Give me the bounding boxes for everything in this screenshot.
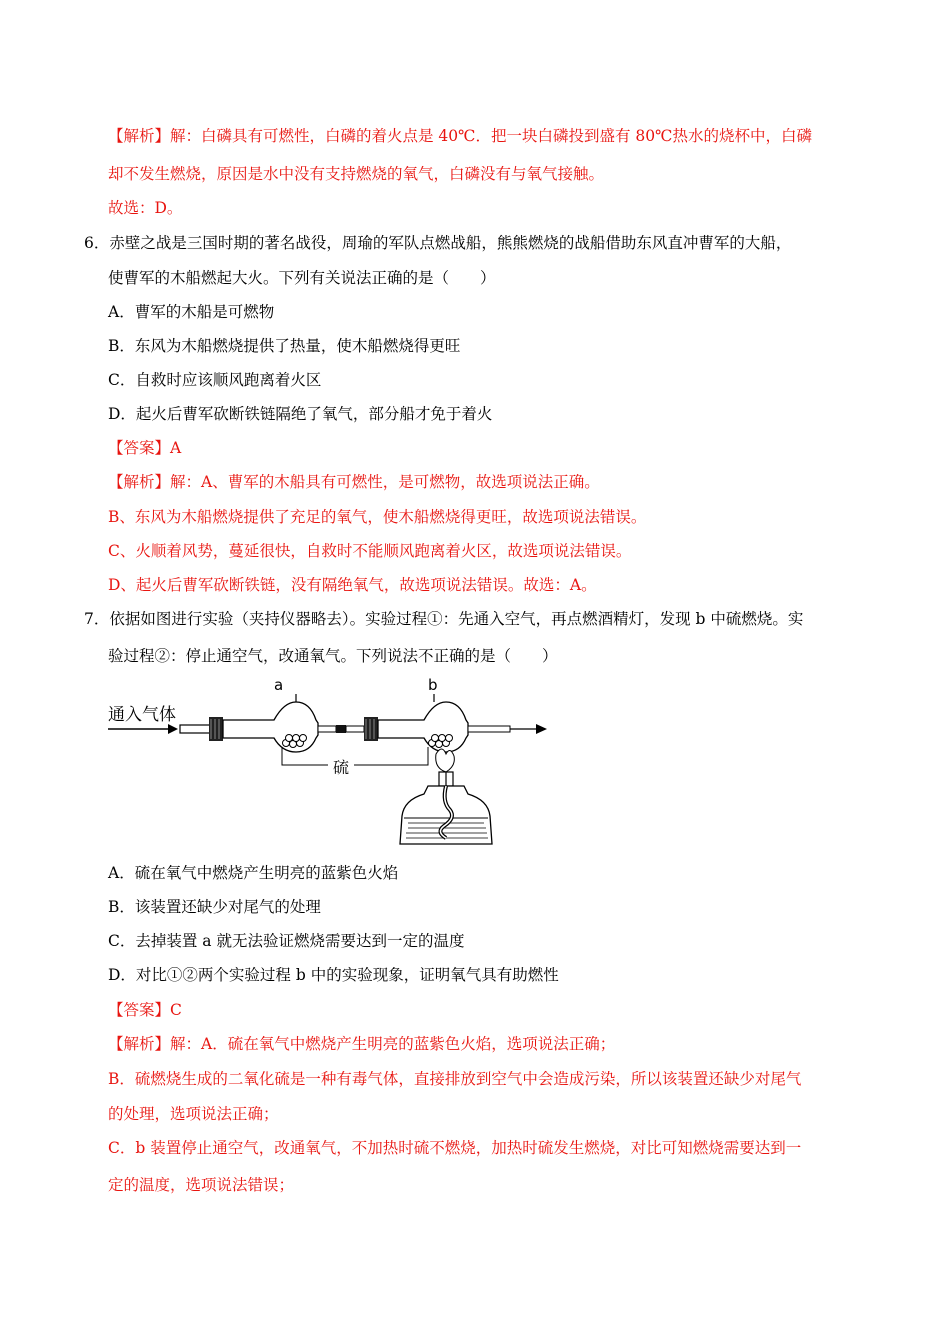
q7-option-a: A．硫在氧气中燃烧产生明亮的蓝紫色火焰 [108,864,399,882]
sulfur-label: 硫 [333,758,350,777]
q6-stem-line-1: 6．赤壁之战是三国时期的著名战役，周瑜的军队点燃战船，熊熊燃烧的战船借助东风直冲曹军的大船， [84,234,792,252]
experiment-apparatus-figure [106,676,556,851]
q6-option-b: B．东风为木船燃烧提供了热量，使木船燃烧得更旺 [108,337,461,355]
prev-analysis-line-1: 【解析】解：白磷具有可燃性，白磷的着火点是 40℃．把一块白磷投到盛有 80℃热水的烧杯中，白磷 [108,127,812,145]
q7-analysis-line-5: 定的温度，选项说法错误； [108,1176,295,1194]
q7-stem-line-2: 验过程②：停止通空气，改通氧气。下列说法不正确的是（ ） [108,647,558,665]
q6-analysis-line-4: D、起火后曹军砍断铁链，没有隔绝氧气，故选项说法错误。故选：A。 [108,576,597,594]
q7-stem-line-1: 7．依据如图进行实验（夹持仪器略去）。实验过程①：先通入空气，再点燃酒精灯，发现 b 中硫燃烧。实 [84,610,804,628]
q6-analysis-line-2: B、东风为木船燃烧提供了充足的氧气，使木船燃烧得更旺，故选项说法错误。 [108,508,647,526]
label-b: b [428,676,438,694]
q7-analysis-line-3: 的处理，选项说法正确； [108,1105,279,1123]
sulfur-leader-b [354,747,428,765]
outlet-arrowhead [536,724,547,734]
q7-answer: 【答案】C [108,1001,182,1019]
q6-option-c: C．自救时应该顺风跑离着火区 [108,371,322,389]
q7-option-d: D．对比①②两个实验过程 b 中的实验现象，证明氧气具有助燃性 [108,966,559,984]
prev-analysis-line-2: 却不发生燃烧，原因是水中没有支持燃烧的氧气，白磷没有与氧气接触。 [108,165,605,183]
rubber-connector [336,725,346,733]
q6-analysis-line-3: C、火顺着风势，蔓延很快，自救时不能顺风跑离着火区，故选项说法错误。 [108,542,632,560]
inlet-tube [180,725,210,733]
inlet-arrowhead [168,724,178,734]
sulfur-pellets-b [429,735,453,748]
q6-stem-line-2: 使曹军的木船燃起大火。下列有关说法正确的是（ ） [108,269,496,287]
label-a: a [274,676,284,694]
q7-analysis-line-2: B．硫燃烧生成的二氧化硫是一种有毒气体，直接排放到空气中会造成污染，所以该装置还缺少对尾气 [108,1070,802,1088]
q7-option-c: C．去掉装置 a 就无法验证燃烧需要达到一定的温度 [108,932,465,950]
q6-option-d: D．起火后曹军砍断铁链隔绝了氧气，部分船才免于着火 [108,405,493,423]
combustion-tube-b [378,702,468,752]
flame [436,749,455,772]
q6-option-a: A．曹军的木船是可燃物 [108,303,275,321]
q7-option-b: B．该装置还缺少对尾气的处理 [108,898,321,916]
q7-analysis-line-4: C．b 装置停止通空气，改通氧气，不加热时硫不燃烧，加热时硫发生燃烧，对比可知燃烧需要达到一 [108,1139,802,1157]
q7-analysis-line-1: 【解析】解：A．硫在氧气中燃烧产生明亮的蓝紫色火焰，选项说法正确； [108,1035,616,1053]
gas-inlet-label: 通入气体 [108,705,176,725]
prev-analysis-line-3: 故选：D。 [108,199,183,217]
combustion-tube-a [223,702,318,752]
q6-answer: 【答案】A [108,439,182,457]
sulfur-pellets-a [283,735,307,748]
q6-analysis-line-1: 【解析】解：A、曹军的木船具有可燃性，是可燃物，故选项说法正确。 [108,473,600,491]
outlet-tube [468,726,510,732]
